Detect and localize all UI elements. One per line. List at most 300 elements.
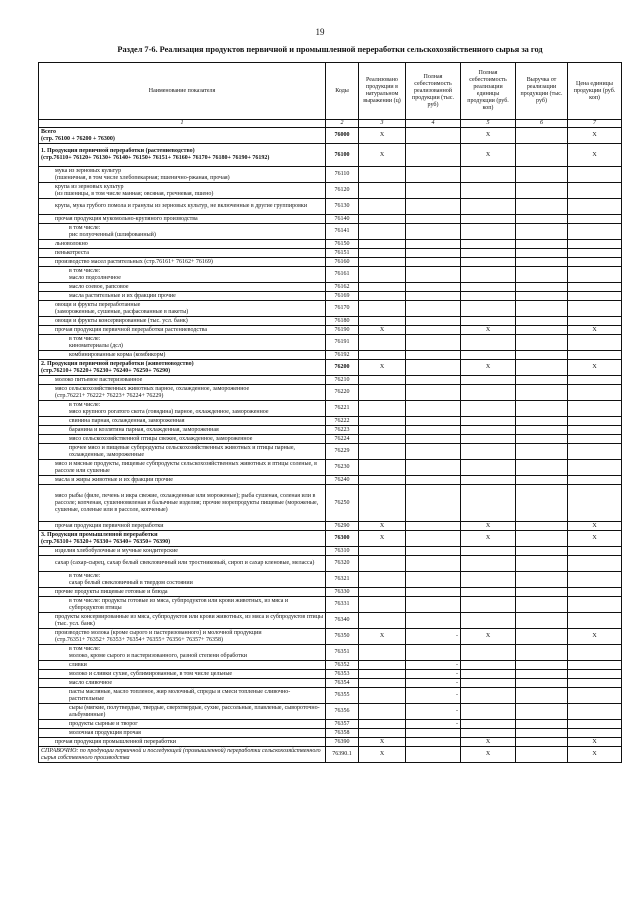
value-cell-c4[interactable]: - <box>406 679 461 688</box>
table-row <box>39 183 622 199</box>
table-row <box>39 240 622 249</box>
table-row <box>39 476 622 485</box>
value-cell-c6[interactable] <box>516 267 568 283</box>
value-cell-c3[interactable] <box>359 351 406 360</box>
value-cell-c7[interactable] <box>568 679 622 688</box>
value-cell-c4[interactable]: - <box>406 670 461 679</box>
value-cell-c5[interactable] <box>461 679 516 688</box>
value-cell-c7[interactable]: X <box>568 629 622 645</box>
value-cell-c3[interactable] <box>359 485 406 522</box>
value-cell-c4[interactable] <box>406 283 461 292</box>
value-cell-c7[interactable]: X <box>568 128 622 144</box>
value-cell-c4[interactable] <box>406 360 461 376</box>
value-cell-c7[interactable] <box>568 317 622 326</box>
value-cell-c3[interactable] <box>359 679 406 688</box>
value-cell-c6[interactable] <box>516 670 568 679</box>
table-row <box>39 417 622 426</box>
value-cell-c5[interactable] <box>461 292 516 301</box>
value-cell-c4[interactable] <box>406 597 461 613</box>
value-cell-c7[interactable] <box>568 729 622 738</box>
value-cell-c7[interactable] <box>568 215 622 224</box>
value-cell-c3[interactable] <box>359 688 406 704</box>
value-cell-c3[interactable] <box>359 460 406 476</box>
value-cell-c6[interactable] <box>516 747 568 763</box>
value-cell-c3[interactable] <box>359 661 406 670</box>
value-cell-c3[interactable] <box>359 224 406 240</box>
value-cell-c5[interactable] <box>461 258 516 267</box>
value-cell-c3[interactable] <box>359 183 406 199</box>
value-cell-c7[interactable] <box>568 183 622 199</box>
value-cell-c5[interactable] <box>461 183 516 199</box>
value-cell-c5[interactable] <box>461 670 516 679</box>
value-cell-c3[interactable] <box>359 417 406 426</box>
value-cell-c3[interactable]: X <box>359 144 406 167</box>
value-cell-c6[interactable] <box>516 385 568 401</box>
value-cell-c5[interactable] <box>461 645 516 661</box>
indicator-name: мясо рыбы (филе, печень и икра свежие, охлажденные или мороженые); рыба сушеная, соленая или в рассоле; копченая, сушенновяленая и балычные изделия; прочие морепродукты пищевые (мороженые, сушеные, соленые или в рассоле, копченые) <box>39 485 326 522</box>
value-cell-c3[interactable]: X <box>359 531 406 547</box>
indicator-name: прочее мясо и пищевые субпродукты сельскохозяйственных животных и птицы парные, охлажденные, замороженные <box>39 444 326 460</box>
value-cell-c4[interactable] <box>406 556 461 572</box>
value-cell-c5[interactable] <box>461 547 516 556</box>
value-cell-c7[interactable] <box>568 426 622 435</box>
table-row <box>39 629 622 645</box>
value-cell-c3[interactable] <box>359 249 406 258</box>
value-cell-c6[interactable] <box>516 128 568 144</box>
value-cell-c6[interactable] <box>516 249 568 258</box>
value-cell-c3[interactable]: X <box>359 747 406 763</box>
value-cell-c7[interactable] <box>568 401 622 417</box>
value-cell-c4[interactable] <box>406 613 461 629</box>
value-cell-c7[interactable] <box>568 301 622 317</box>
value-cell-c5[interactable] <box>461 729 516 738</box>
row-code: 76169 <box>326 292 359 301</box>
row-code: 76351 <box>326 645 359 661</box>
value-cell-c3[interactable]: X <box>359 326 406 335</box>
value-cell-c5[interactable] <box>461 385 516 401</box>
value-cell-c7[interactable]: X <box>568 738 622 747</box>
row-code: 76230 <box>326 460 359 476</box>
row-code: 76220 <box>326 385 359 401</box>
value-cell-c4[interactable]: - <box>406 704 461 720</box>
value-cell-c3[interactable] <box>359 267 406 283</box>
value-cell-c7[interactable] <box>568 547 622 556</box>
indicator-name: мясо сельскохозяйственной птицы свежее, охлажденное, замороженное <box>39 435 326 444</box>
value-cell-c4[interactable] <box>406 385 461 401</box>
row-code: 76221 <box>326 401 359 417</box>
value-cell-c3[interactable] <box>359 335 406 351</box>
value-cell-c6[interactable] <box>516 317 568 326</box>
value-cell-c6[interactable] <box>516 258 568 267</box>
value-cell-c4[interactable] <box>406 729 461 738</box>
value-cell-c6[interactable] <box>516 597 568 613</box>
value-cell-c5[interactable] <box>461 613 516 629</box>
value-cell-c5[interactable] <box>461 317 516 326</box>
value-cell-c5[interactable] <box>461 417 516 426</box>
value-cell-c4[interactable]: - <box>406 688 461 704</box>
value-cell-c6[interactable] <box>516 283 568 292</box>
column-number: 3 <box>359 120 406 128</box>
value-cell-c4[interactable] <box>406 376 461 385</box>
value-cell-c3[interactable] <box>359 597 406 613</box>
value-cell-c5[interactable] <box>461 688 516 704</box>
value-cell-c4[interactable] <box>406 747 461 763</box>
value-cell-c3[interactable] <box>359 301 406 317</box>
value-cell-c4[interactable] <box>406 258 461 267</box>
value-cell-c6[interactable] <box>516 679 568 688</box>
value-cell-c3[interactable] <box>359 613 406 629</box>
value-cell-c6[interactable] <box>516 401 568 417</box>
row-code: 76390 <box>326 738 359 747</box>
value-cell-c7[interactable] <box>568 645 622 661</box>
value-cell-c3[interactable] <box>359 258 406 267</box>
value-cell-c4[interactable] <box>406 485 461 522</box>
value-cell-c5[interactable]: X <box>461 738 516 747</box>
value-cell-c7[interactable] <box>568 597 622 613</box>
value-cell-c5[interactable] <box>461 199 516 215</box>
value-cell-c6[interactable] <box>516 522 568 531</box>
value-cell-c5[interactable] <box>461 444 516 460</box>
value-cell-c6[interactable] <box>516 215 568 224</box>
value-cell-c7[interactable] <box>568 199 622 215</box>
value-cell-c6[interactable] <box>516 704 568 720</box>
header-unit-price: Цена единицы продукции (руб. коп) <box>568 63 622 120</box>
value-cell-c6[interactable] <box>516 435 568 444</box>
indicator-name: в том числе: киноматериалы (дсл) <box>39 335 326 351</box>
value-cell-c6[interactable] <box>516 351 568 360</box>
value-cell-c3[interactable] <box>359 283 406 292</box>
value-cell-c4[interactable] <box>406 292 461 301</box>
value-cell-c3[interactable] <box>359 167 406 183</box>
table-row <box>39 556 622 572</box>
value-cell-c3[interactable] <box>359 401 406 417</box>
value-cell-c6[interactable] <box>516 572 568 588</box>
value-cell-c5[interactable] <box>461 572 516 588</box>
value-cell-c6[interactable] <box>516 629 568 645</box>
value-cell-c6[interactable] <box>516 240 568 249</box>
value-cell-c7[interactable] <box>568 351 622 360</box>
value-cell-c6[interactable] <box>516 485 568 522</box>
value-cell-c7[interactable] <box>568 292 622 301</box>
value-cell-c3[interactable] <box>359 385 406 401</box>
row-code: 76330 <box>326 588 359 597</box>
value-cell-c3[interactable] <box>359 444 406 460</box>
indicator-name: в том числе: продукты готовые из мяса, субпродуктов или крови животных, из мяса и субпродуктов птицы <box>39 597 326 613</box>
value-cell-c5[interactable] <box>461 435 516 444</box>
value-cell-c7[interactable]: X <box>568 326 622 335</box>
table-row <box>39 613 622 629</box>
value-cell-c7[interactable] <box>568 258 622 267</box>
value-cell-c7[interactable] <box>568 385 622 401</box>
value-cell-c5[interactable] <box>461 283 516 292</box>
value-cell-c5[interactable]: X <box>461 326 516 335</box>
value-cell-c6[interactable] <box>516 444 568 460</box>
value-cell-c5[interactable] <box>461 301 516 317</box>
value-cell-c3[interactable] <box>359 376 406 385</box>
value-cell-c7[interactable] <box>568 167 622 183</box>
value-cell-c4[interactable] <box>406 351 461 360</box>
column-number: 7 <box>568 120 622 128</box>
value-cell-c5[interactable]: X <box>461 360 516 376</box>
value-cell-c5[interactable] <box>461 485 516 522</box>
value-cell-c7[interactable] <box>568 283 622 292</box>
value-cell-c7[interactable] <box>568 556 622 572</box>
value-cell-c6[interactable] <box>516 688 568 704</box>
value-cell-c6[interactable] <box>516 426 568 435</box>
value-cell-c4[interactable] <box>406 572 461 588</box>
value-cell-c5[interactable] <box>461 588 516 597</box>
value-cell-c4[interactable] <box>406 267 461 283</box>
value-cell-c5[interactable] <box>461 401 516 417</box>
value-cell-c6[interactable] <box>516 547 568 556</box>
value-cell-c7[interactable] <box>568 417 622 426</box>
value-cell-c5[interactable] <box>461 224 516 240</box>
value-cell-c4[interactable] <box>406 326 461 335</box>
row-code: 76240 <box>326 476 359 485</box>
table-row <box>39 376 622 385</box>
value-cell-c6[interactable] <box>516 613 568 629</box>
value-cell-c5[interactable] <box>461 267 516 283</box>
indicator-name: мясо и мясные продукты, пищевые субпродукты сельскохозяйственных животных и птицы соленые, в рассоле или сушеные <box>39 460 326 476</box>
table-row <box>39 720 622 729</box>
value-cell-c4[interactable] <box>406 240 461 249</box>
row-code: 76356 <box>326 704 359 720</box>
table-body <box>39 128 622 763</box>
value-cell-c3[interactable] <box>359 476 406 485</box>
value-cell-c4[interactable] <box>406 738 461 747</box>
value-cell-c3[interactable] <box>359 720 406 729</box>
value-cell-c7[interactable] <box>568 444 622 460</box>
value-cell-c6[interactable] <box>516 335 568 351</box>
value-cell-c7[interactable] <box>568 670 622 679</box>
row-code: 76191 <box>326 335 359 351</box>
table-row <box>39 738 622 747</box>
value-cell-c4[interactable] <box>406 426 461 435</box>
header-code: Коды <box>326 63 359 120</box>
value-cell-c6[interactable] <box>516 531 568 547</box>
value-cell-c6[interactable] <box>516 183 568 199</box>
value-cell-c5[interactable] <box>461 215 516 224</box>
value-cell-c3[interactable]: X <box>359 360 406 376</box>
value-cell-c6[interactable] <box>516 738 568 747</box>
value-cell-c3[interactable] <box>359 435 406 444</box>
value-cell-c7[interactable] <box>568 376 622 385</box>
indicator-name: 1. Продукция первичной переработки (растениеводство) (стр.76110+ 76120+ 76130+ 76140+ 76150+ 76151+ 76160+ 76170+ 76180+ 76190+ 76192) <box>39 144 326 167</box>
value-cell-c3[interactable] <box>359 729 406 738</box>
value-cell-c7[interactable] <box>568 588 622 597</box>
value-cell-c7[interactable] <box>568 485 622 522</box>
value-cell-c6[interactable] <box>516 301 568 317</box>
value-cell-c7[interactable]: X <box>568 522 622 531</box>
value-cell-c3[interactable] <box>359 572 406 588</box>
row-code: 76110 <box>326 167 359 183</box>
row-code: 76222 <box>326 417 359 426</box>
value-cell-c7[interactable]: X <box>568 531 622 547</box>
value-cell-c6[interactable] <box>516 460 568 476</box>
value-cell-c7[interactable] <box>568 435 622 444</box>
value-cell-c3[interactable] <box>359 556 406 572</box>
column-number: 2 <box>326 120 359 128</box>
table-row <box>39 588 622 597</box>
value-cell-c4[interactable] <box>406 199 461 215</box>
value-cell-c5[interactable] <box>461 597 516 613</box>
value-cell-c5[interactable] <box>461 249 516 258</box>
value-cell-c4[interactable] <box>406 301 461 317</box>
value-cell-c3[interactable] <box>359 426 406 435</box>
value-cell-c6[interactable] <box>516 729 568 738</box>
value-cell-c6[interactable] <box>516 167 568 183</box>
table-row <box>39 351 622 360</box>
value-cell-c7[interactable] <box>568 476 622 485</box>
value-cell-c5[interactable]: X <box>461 629 516 645</box>
value-cell-c5[interactable] <box>461 556 516 572</box>
value-cell-c7[interactable] <box>568 572 622 588</box>
value-cell-c4[interactable]: - <box>406 720 461 729</box>
value-cell-c7[interactable] <box>568 240 622 249</box>
value-cell-c4[interactable] <box>406 249 461 258</box>
value-cell-c4[interactable] <box>406 215 461 224</box>
value-cell-c5[interactable] <box>461 661 516 670</box>
value-cell-c7[interactable]: X <box>568 360 622 376</box>
value-cell-c6[interactable] <box>516 417 568 426</box>
value-cell-c4[interactable] <box>406 476 461 485</box>
value-cell-c3[interactable]: X <box>359 522 406 531</box>
value-cell-c4[interactable]: - <box>406 629 461 645</box>
value-cell-c7[interactable] <box>568 661 622 670</box>
row-code: 76160 <box>326 258 359 267</box>
indicator-name: продукты сырные и творог <box>39 720 326 729</box>
row-code: 76340 <box>326 613 359 629</box>
value-cell-c7[interactable] <box>568 720 622 729</box>
indicator-name: в том числе: сахар белый свекловичный в твердом состоянии <box>39 572 326 588</box>
value-cell-c4[interactable] <box>406 183 461 199</box>
value-cell-c4[interactable] <box>406 444 461 460</box>
value-cell-c3[interactable]: X <box>359 629 406 645</box>
value-cell-c5[interactable]: X <box>461 747 516 763</box>
value-cell-c5[interactable]: X <box>461 522 516 531</box>
value-cell-c3[interactable] <box>359 215 406 224</box>
value-cell-c7[interactable] <box>568 224 622 240</box>
value-cell-c6[interactable] <box>516 199 568 215</box>
value-cell-c4[interactable] <box>406 588 461 597</box>
value-cell-c4[interactable] <box>406 435 461 444</box>
value-cell-c3[interactable]: X <box>359 128 406 144</box>
indicator-name: в том числе: мясо крупного рогатого скота (говядина) парное, охлажденное, замороженное <box>39 401 326 417</box>
value-cell-c4[interactable] <box>406 401 461 417</box>
value-cell-c6[interactable] <box>516 476 568 485</box>
value-cell-c4[interactable] <box>406 522 461 531</box>
value-cell-c6[interactable] <box>516 645 568 661</box>
value-cell-c5[interactable] <box>461 240 516 249</box>
value-cell-c3[interactable] <box>359 317 406 326</box>
value-cell-c5[interactable] <box>461 351 516 360</box>
value-cell-c6[interactable] <box>516 144 568 167</box>
value-cell-c5[interactable] <box>461 720 516 729</box>
value-cell-c4[interactable]: - <box>406 661 461 670</box>
value-cell-c6[interactable] <box>516 224 568 240</box>
page-number: 19 <box>315 27 325 37</box>
value-cell-c6[interactable] <box>516 292 568 301</box>
indicator-name: масла и жиры животные и их фракции прочие <box>39 476 326 485</box>
value-cell-c6[interactable] <box>516 720 568 729</box>
value-cell-c5[interactable]: X <box>461 531 516 547</box>
value-cell-c6[interactable] <box>516 326 568 335</box>
indicator-name: сливки <box>39 661 326 670</box>
value-cell-c3[interactable] <box>359 588 406 597</box>
value-cell-c5[interactable] <box>461 704 516 720</box>
row-code: 76229 <box>326 444 359 460</box>
value-cell-c5[interactable]: X <box>461 144 516 167</box>
value-cell-c4[interactable] <box>406 645 461 661</box>
table-row <box>39 729 622 738</box>
value-cell-c3[interactable] <box>359 292 406 301</box>
value-cell-c7[interactable] <box>568 613 622 629</box>
table-row <box>39 679 622 688</box>
value-cell-c5[interactable] <box>461 167 516 183</box>
value-cell-c3[interactable] <box>359 670 406 679</box>
value-cell-c7[interactable] <box>568 249 622 258</box>
value-cell-c3[interactable] <box>359 240 406 249</box>
value-cell-c6[interactable] <box>516 661 568 670</box>
value-cell-c5[interactable] <box>461 476 516 485</box>
indicator-name: мясо сельскохозяйственных животных парное, охлажденное, замороженное (стр.76221+ 76222+ 76223+ 76224+ 76229) <box>39 385 326 401</box>
value-cell-c3[interactable] <box>359 645 406 661</box>
value-cell-c4[interactable] <box>406 417 461 426</box>
value-cell-c7[interactable] <box>568 460 622 476</box>
value-cell-c4[interactable] <box>406 224 461 240</box>
value-cell-c6[interactable] <box>516 588 568 597</box>
indicator-name: прочие продукты пищевые готовые и блюда <box>39 588 326 597</box>
indicator-name: продукты консервированные из мяса, субпродуктов или крови животных, из мяса и субпродуктов птицы (тыс. усл. банк) <box>39 613 326 629</box>
value-cell-c5[interactable] <box>461 376 516 385</box>
value-cell-c5[interactable] <box>461 335 516 351</box>
indicator-name: молоко питьевое пастеризованное <box>39 376 326 385</box>
value-cell-c3[interactable] <box>359 704 406 720</box>
value-cell-c6[interactable] <box>516 376 568 385</box>
value-cell-c5[interactable] <box>461 426 516 435</box>
value-cell-c5[interactable] <box>461 460 516 476</box>
value-cell-c4[interactable] <box>406 144 461 167</box>
value-cell-c7[interactable] <box>568 267 622 283</box>
value-cell-c3[interactable] <box>359 199 406 215</box>
column-number: 4 <box>406 120 461 128</box>
table-row <box>39 249 622 258</box>
value-cell-c3[interactable]: X <box>359 738 406 747</box>
value-cell-c6[interactable] <box>516 360 568 376</box>
value-cell-c4[interactable] <box>406 167 461 183</box>
value-cell-c7[interactable]: X <box>568 747 622 763</box>
header-name: Наименование показателя <box>39 63 326 120</box>
value-cell-c7[interactable] <box>568 704 622 720</box>
value-cell-c4[interactable] <box>406 317 461 326</box>
value-cell-c7[interactable] <box>568 688 622 704</box>
value-cell-c5[interactable]: X <box>461 128 516 144</box>
value-cell-c7[interactable]: X <box>568 144 622 167</box>
table-row <box>39 267 622 283</box>
value-cell-c4[interactable] <box>406 531 461 547</box>
value-cell-c4[interactable] <box>406 547 461 556</box>
value-cell-c3[interactable] <box>359 547 406 556</box>
value-cell-c4[interactable] <box>406 460 461 476</box>
row-code: 76390.1 <box>326 747 359 763</box>
table-row <box>39 547 622 556</box>
column-number: 6 <box>516 120 568 128</box>
indicator-name: масло сливочное <box>39 679 326 688</box>
value-cell-c6[interactable] <box>516 556 568 572</box>
value-cell-c7[interactable] <box>568 335 622 351</box>
value-cell-c4[interactable] <box>406 128 461 144</box>
value-cell-c4[interactable] <box>406 335 461 351</box>
